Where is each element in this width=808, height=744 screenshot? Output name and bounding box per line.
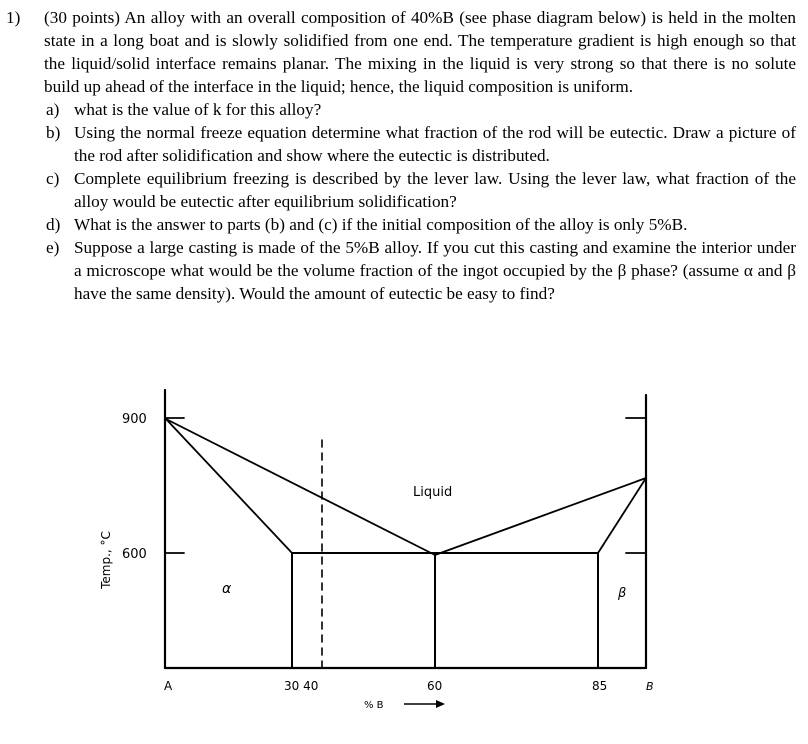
- part-label: e): [46, 238, 60, 257]
- part-label: d): [46, 215, 61, 234]
- alpha-solidus-line: [166, 419, 292, 553]
- x-tick-85: 85: [592, 679, 608, 693]
- part-text: Suppose a large casting is made of the 5%B alloy. If you cut this casting and examine the interior under a microscope what would be the volume fraction of the ingot occupied by the β phase? (assume α and β have the same density). Would the amount of eutectic be easy to find?: [74, 238, 796, 303]
- part-label: a): [46, 100, 60, 119]
- part-text: what is the value of k for this alloy?: [74, 100, 322, 119]
- liquid-region-label: Liquid: [413, 485, 453, 500]
- y-tick-900: 900: [122, 412, 147, 427]
- part-label: b): [46, 123, 61, 142]
- part-text: Using the normal freeze equation determine what fraction of the rod will be eutectic. Draw a picture of the rod after solidification and show where the eutectic is distributed.: [74, 123, 796, 165]
- x-axis-label: % B: [364, 700, 384, 711]
- x-tick-b: B: [646, 680, 654, 693]
- beta-region-label: β: [618, 586, 627, 601]
- x-tick-60: 60: [427, 679, 443, 693]
- beta-solidus-line: [598, 478, 646, 553]
- liquidus-line: [166, 419, 646, 555]
- x-tick-30-40: 30 40: [284, 679, 319, 693]
- problem-stem-text: (30 points) An alloy with an overall composition of 40%B (see phase diagram below) is held in the molten state in a long boat and is slowly solidified from one end. The temperature gradient is high enough so that the liquid/solid interface remains planar. The mixing in the liquid is very strong so that there is no solute build up ahead of the interface in the liquid; hence, the liquid composition is uniform.: [44, 8, 796, 96]
- x-tick-a: A: [164, 679, 173, 693]
- y-axis-label: Temp., °C: [99, 531, 113, 589]
- part-text: What is the answer to parts (b) and (c) if the initial composition of the alloy is only 5%B.: [74, 215, 688, 234]
- x-axis-arrow: [404, 700, 445, 708]
- part-label: c): [46, 169, 60, 188]
- part-text: Complete equilibrium freezing is described by the lever law. Using the lever law, what fraction of the alloy would be eutectic after equilibrium solidification?: [74, 169, 796, 211]
- alpha-region-label: α: [222, 581, 232, 597]
- problem-number: 1): [6, 8, 21, 27]
- y-tick-600: 600: [122, 547, 147, 562]
